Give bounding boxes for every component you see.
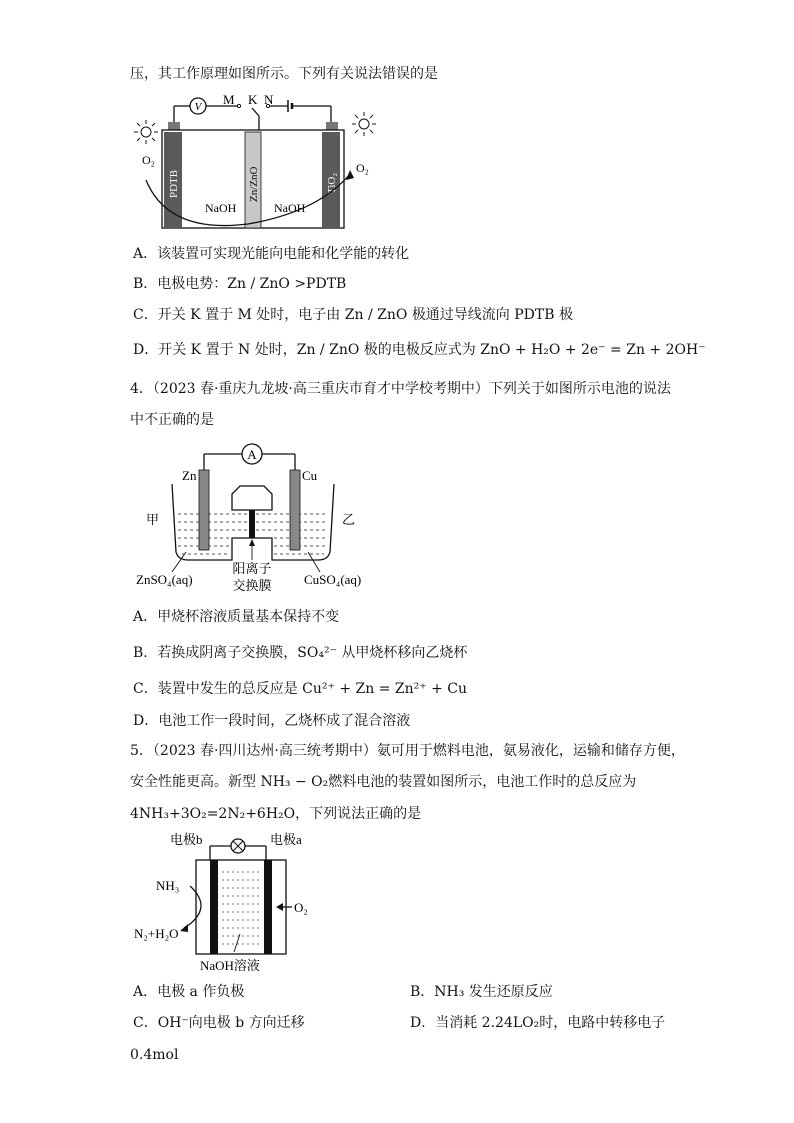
q5-figure <box>130 828 330 978</box>
label-cuso4: CuSO₄(aq) <box>304 572 362 587</box>
switch-k <box>252 108 259 116</box>
q4-stem-line1: 4．（2023 春·重庆九龙坡·高三重庆市育才中学校考期中）下列关于如图所示电池的说法 <box>130 381 671 397</box>
cu-electrode <box>290 470 300 550</box>
label-membrane-1: 阳离子 <box>232 561 272 576</box>
q4-option-b: B．若换成阴离子交换膜，SO₄²⁻ 从甲烧杯移向乙烧杯 <box>133 645 468 661</box>
label-K: K <box>248 94 258 107</box>
q3-option-a: A．该装置可实现光能向电能和化学能的转化 <box>133 246 410 262</box>
label-nh3: NH₃ <box>156 878 180 893</box>
q4-option-a: A．甲烧杯溶液质量基本保持不变 <box>133 609 340 625</box>
label-n2h2o: N₂+H₂O <box>134 926 179 941</box>
o2-left: O₂ <box>142 153 155 167</box>
ammeter-label: A <box>247 447 257 462</box>
label-N: N <box>264 94 274 107</box>
label-znzno: Zn/ZnO <box>248 166 260 202</box>
sun-icon-right <box>352 112 376 136</box>
q5-stem-line2: 安全性能更高。新型 NH₃ − O₂燃料电池的装置如图所示，电池工作时的总反应为 <box>130 774 637 790</box>
electrode-b <box>210 860 218 954</box>
q5-stem-line1: 5．（2023 春·四川达州·高三统考期中）氨可用于燃料电池，氨易液化，运输和储存方便， <box>130 743 685 759</box>
q4-stem-line2: 中不正确的是 <box>130 412 214 428</box>
q5-option-a: A．电极 a 作负极 <box>133 984 245 1000</box>
label-jia: 甲 <box>146 512 160 527</box>
label-naoh: NaOH溶液 <box>200 958 260 973</box>
q3-option-d: D．开关 K 置于 N 处时，Zn / ZnO 极的电极反应式为 ZnO + H₂O + 2e⁻ = Zn + 2OH⁻ <box>133 342 706 358</box>
electrode-a <box>264 860 272 954</box>
q5-tail: 0.4mol <box>130 1047 179 1063</box>
label-cu: Cu <box>302 468 318 483</box>
label-tio2: TiO₂ <box>326 172 338 194</box>
label-pdtb: PDTB <box>168 169 180 198</box>
membrane <box>249 510 255 538</box>
label-zn: Zn <box>182 468 197 483</box>
q5-stem-line3: 4NH₃+3O₂=2N₂+6H₂O，下列说法正确的是 <box>130 806 422 822</box>
voltmeter-label: V <box>194 101 202 113</box>
q4-option-c: C．装置中发生的总反应是 Cu²⁺ + Zn = Zn²⁺ + Cu <box>133 681 468 697</box>
q4-figure <box>132 442 382 594</box>
zn-electrode <box>199 470 209 550</box>
q3-figure <box>128 94 388 234</box>
sun-icon-left <box>134 120 158 144</box>
label-membrane-2: 交换膜 <box>232 578 272 593</box>
label-yi: 乙 <box>342 512 356 527</box>
q3-stem: 压，其工作原理如图所示。下列有关说法错误的是 <box>130 66 438 82</box>
o2-right: O₂ <box>356 161 369 175</box>
q4-option-d: D．电池工作一段时间，乙烧杯成了混合溶液 <box>133 713 411 729</box>
q5-option-b: B．NH₃ 发生还原反应 <box>410 984 553 1000</box>
naoh-left: NaOH <box>205 201 237 215</box>
label-electrode-b: 电极b <box>170 832 203 847</box>
q5-option-c: C．OH⁻向电极 b 方向迁移 <box>133 1015 305 1031</box>
label-o2: O₂ <box>294 900 308 915</box>
q3-option-c: C．开关 K 置于 M 处时，电子由 Zn / ZnO 极通过导线流向 PDTB 极 <box>133 307 573 323</box>
naoh-right: NaOH <box>274 201 306 215</box>
q5-option-d: D．当消耗 2.24LO₂时，电路中转移电子 <box>410 1015 666 1031</box>
label-M: M <box>223 94 235 107</box>
label-znso4: ZnSO₄(aq) <box>136 572 193 587</box>
label-electrode-a: 电极a <box>270 832 302 847</box>
q3-option-b: B．电极电势：Zn / ZnO >PDTB <box>133 276 347 292</box>
